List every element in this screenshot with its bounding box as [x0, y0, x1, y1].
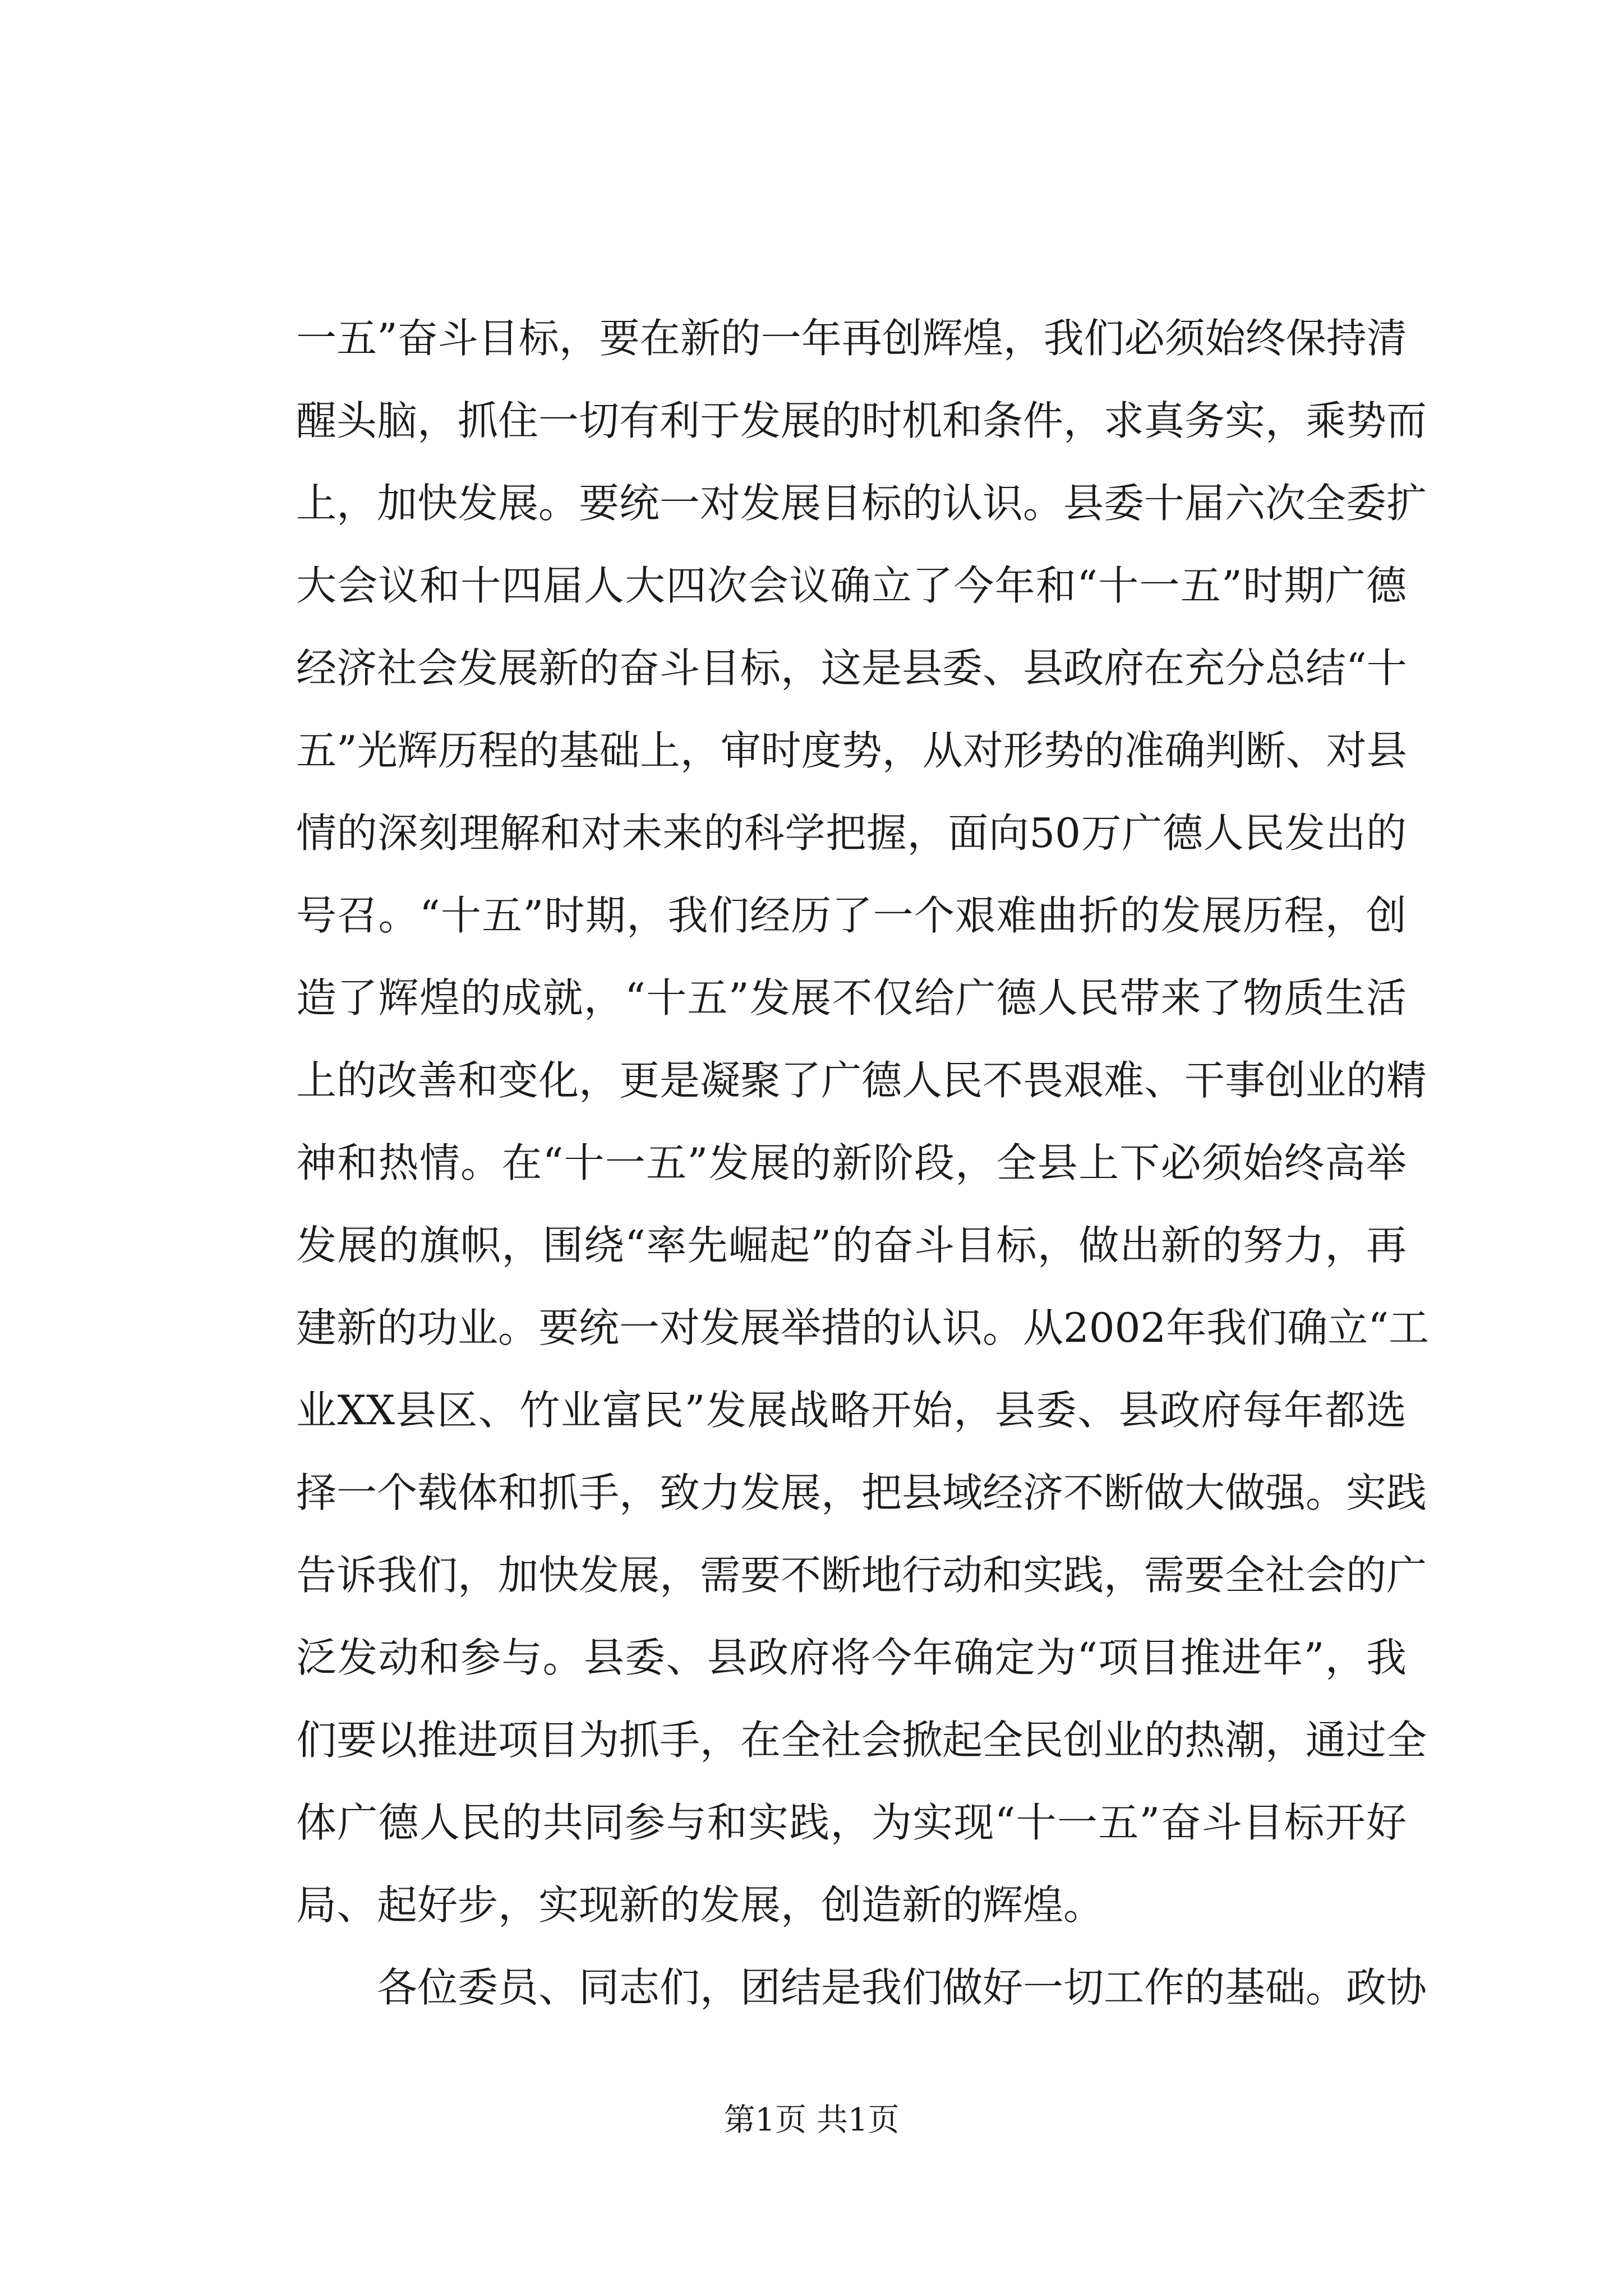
- paragraph-start-line: 各位委员、同志们，团结是我们做好一切工作的基础。政协: [377, 1964, 1427, 2011]
- text-line: 醒头脑，抓住一切有利于发展的时机和条件，求真务实，乘势而: [296, 397, 1427, 444]
- text-line: 告诉我们，加快发展，需要不断地行动和实践，需要全社会的广: [296, 1552, 1427, 1599]
- text-line: 发展的旗帜，围绕“率先崛起”的奋斗目标，做出新的努力，再: [296, 1222, 1407, 1269]
- text-line: 上，加快发展。要统一对发展目标的认识。县委十届六次全委扩: [296, 480, 1427, 527]
- text-line: 号召。“十五”时期，我们经历了一个艰难曲折的发展历程，创: [296, 892, 1407, 939]
- text-line: 业XX县区、竹业富民”发展战略开始，县委、县政府每年都选: [296, 1387, 1407, 1434]
- text-line: 一五”奋斗目标，要在新的一年再创辉煌，我们必须始终保持清: [296, 315, 1407, 362]
- paragraph-end-line: 局、起好步，实现新的发展，创造新的辉煌。: [296, 1881, 1104, 1929]
- text-line: 们要以推进项目为抓手，在全社会掀起全民创业的热潮，通过全: [296, 1717, 1427, 1764]
- text-line: 经济社会发展新的奋斗目标，这是县委、县政府在充分总结“十: [296, 645, 1407, 692]
- text-line: 五”光辉历程的基础上，审时度势，从对形势的准确判断、对县: [296, 727, 1407, 774]
- text-line: 神和热情。在“十一五”发展的新阶段，全县上下必须始终高举: [296, 1139, 1407, 1186]
- page-footer: 第1页 共1页: [723, 2102, 900, 2138]
- text-line: 建新的功业。要统一对发展举措的认识。从2002年我们确立“工: [296, 1304, 1430, 1351]
- text-line: 大会议和十四届人大四次会议确立了今年和“十一五”时期广德: [296, 562, 1407, 609]
- text-line: 造了辉煌的成就，“十五”发展不仅给广德人民带来了物质生活: [296, 974, 1407, 1022]
- text-line: 泛发动和参与。县委、县政府将今年确定为“项目推进年”，我: [296, 1634, 1407, 1681]
- text-line: 体广德人民的共同参与和实践，为实现“十一五”奋斗目标开好: [296, 1799, 1407, 1846]
- body-text: [296, 297, 1430, 2029]
- text-line: 情的深刻理解和对未来的科学把握，面向50万广德人民发出的: [296, 809, 1407, 857]
- text-line: 择一个载体和抓手，致力发展，把县域经济不断做大做强。实践: [296, 1469, 1427, 1516]
- text-line: 上的改善和变化，更是凝聚了广德人民不畏艰难、干事创业的精: [296, 1057, 1427, 1104]
